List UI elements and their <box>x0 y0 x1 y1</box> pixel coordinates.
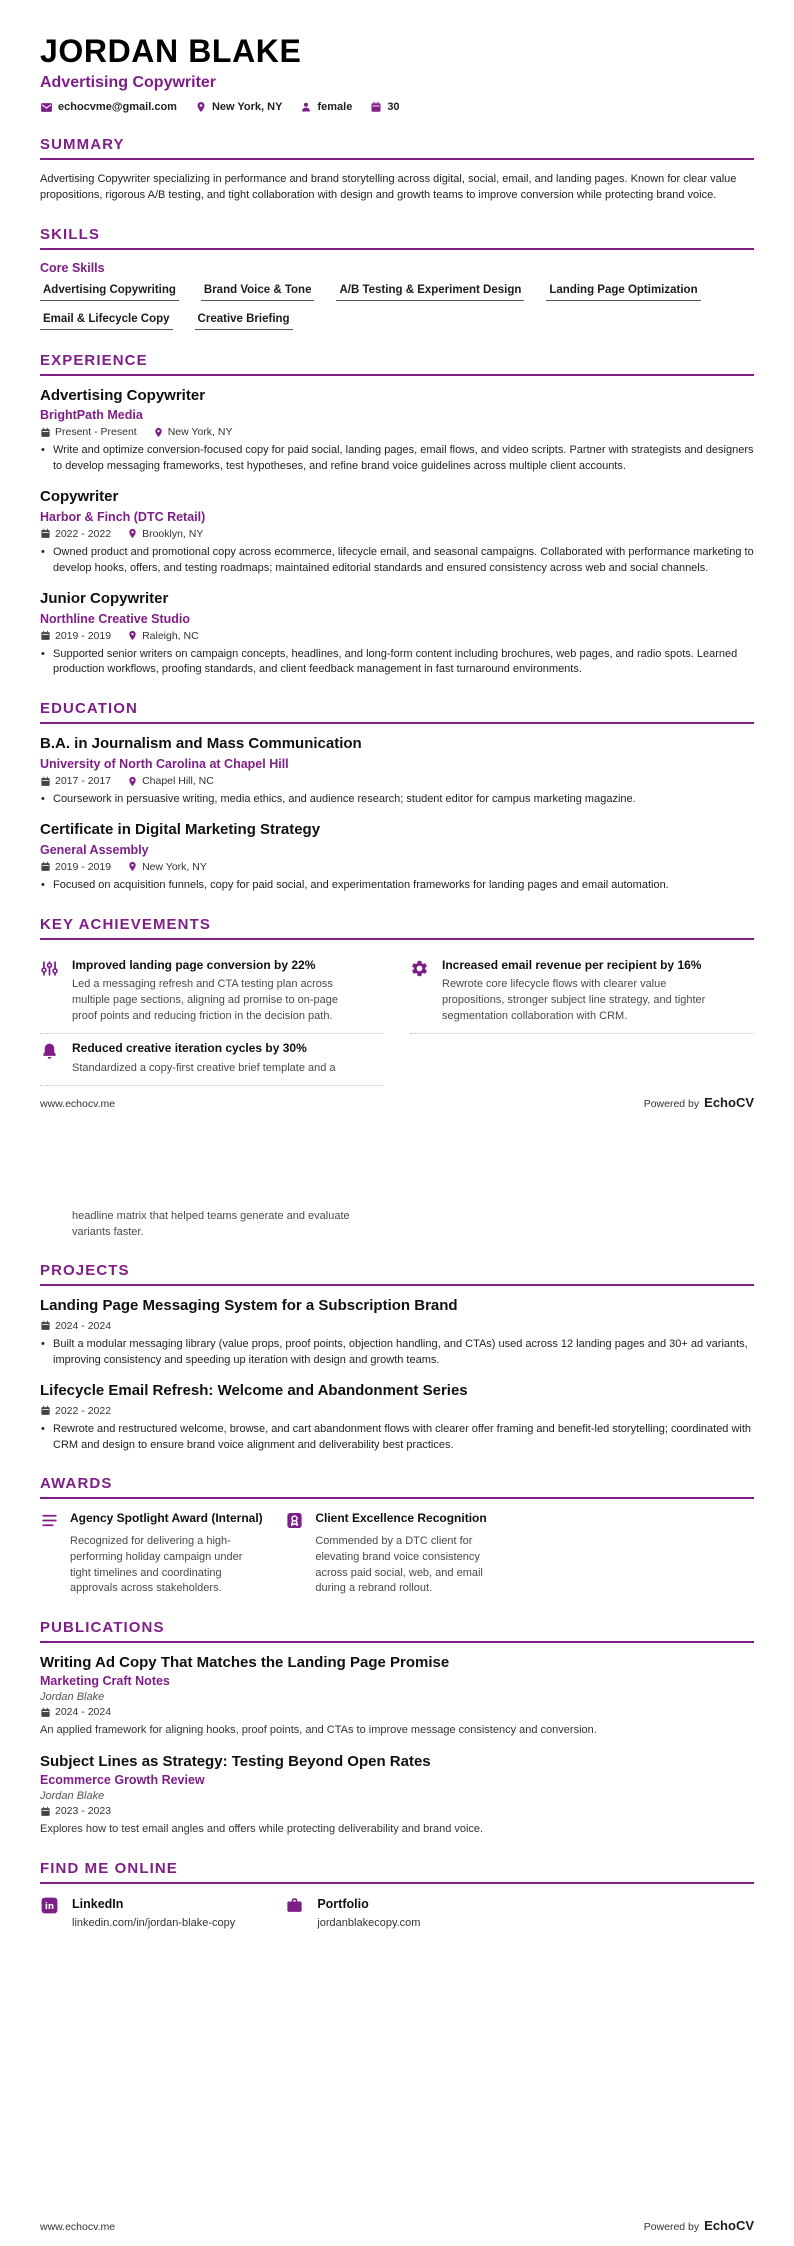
contact-age <box>370 101 399 113</box>
section-skills <box>40 226 754 330</box>
online-label: LinkedIn <box>72 1897 124 1912</box>
calendar-icon <box>40 861 51 872</box>
education-bullets <box>40 878 754 894</box>
ribbon-icon <box>285 1510 315 1530</box>
project-title: Landing Page Messaging System for a Subscription Brand <box>40 1297 458 1315</box>
contact-email[interactable] <box>40 101 177 114</box>
award-title: Client Excellence Recognition <box>315 1511 487 1526</box>
calendar-icon <box>40 630 51 641</box>
bullet: • Coursework in persuasive writing, media ethics, and audience research; student editor for campus marketing magazine. <box>40 792 754 808</box>
date-range <box>40 1405 111 1417</box>
date-range-text: 2024 - 2024 <box>55 1319 112 1332</box>
date-range <box>40 1805 111 1817</box>
job-title: Advertising Copywriter <box>40 386 206 404</box>
experience-entry <box>40 590 754 679</box>
calendar-icon <box>40 528 51 539</box>
skill-tag: Advertising Copywriting <box>40 284 179 301</box>
project-meta <box>40 1320 754 1332</box>
person-icon <box>300 101 312 113</box>
job-location <box>153 426 233 438</box>
job-location-text: New York, NY <box>167 426 233 439</box>
achievement-description: Led a messaging refresh and CTA testing plan across multiple page sections, aligning ad promise to on-page proof points and reducing friction in the decision path. <box>72 978 338 1022</box>
online-item-linkedin[interactable] <box>40 1895 263 1929</box>
publication-entry <box>40 1753 754 1838</box>
email-icon <box>40 101 53 114</box>
skill-tag: Email & Lifecycle Copy <box>40 313 173 330</box>
skill-tag: A/B Testing & Experiment Design <box>336 284 524 301</box>
svg-text:in: in <box>44 1902 55 1913</box>
publication-entry <box>40 1654 754 1739</box>
summary-heading: SUMMARY <box>40 136 754 160</box>
calendar-icon <box>40 1707 51 1718</box>
location-pin-icon <box>127 630 138 641</box>
degree-title: B.A. in Journalism and Mass Communication <box>40 735 362 753</box>
footer-powered-prefix: Powered by <box>643 1098 700 1110</box>
awards-grid <box>40 1510 754 1597</box>
job-meta <box>40 426 754 438</box>
date-range-text: 2019 - 2019 <box>55 629 112 642</box>
job-meta <box>40 528 754 540</box>
award-description: Commended by a DTC client for elevating brand voice consistency across paid social, web, and email during a rebrand rollout. <box>315 1534 483 1595</box>
date-range-text: 2024 - 2024 <box>55 1706 112 1719</box>
publication-title: Writing Ad Copy That Matches the Landing Page Promise <box>40 1654 450 1672</box>
education-location <box>127 861 207 873</box>
publication-source: Ecommerce Growth Review <box>40 1773 205 1788</box>
skill-tag: Landing Page Optimization <box>546 284 700 301</box>
achievement-description: Rewrote core lifecycle flows with clearer value propositions, stronger subject line strategy, and tighter segmentation collaboration with CRM. <box>442 978 706 1022</box>
contact-row <box>40 101 754 114</box>
education-location-text: New York, NY <box>142 860 207 873</box>
education-heading: EDUCATION <box>40 700 754 724</box>
education-entry <box>40 821 754 894</box>
find-me-online-heading: FIND ME ONLINE <box>40 1860 754 1884</box>
calendar-icon <box>40 1320 51 1331</box>
calendar-icon <box>40 1806 51 1817</box>
school-name: University of North Carolina at Chapel Hill <box>40 757 289 772</box>
job-bullets <box>40 443 754 475</box>
job-bullets <box>40 647 754 679</box>
bullet: • Owned product and promotional copy across ecommerce, lifecycle email, and seasonal campaigns. Collaborated with performance marketing to develop hooks, offers, and testing roadmaps; maintained editorial standards and ensured consistency across web and social channels. <box>40 545 754 577</box>
skills-group-label: Core Skills <box>40 260 105 275</box>
contact-location-text: New York, NY <box>211 101 283 114</box>
date-range-text: 2023 - 2023 <box>55 1805 112 1818</box>
publication-author: Jordan Blake <box>40 1691 105 1704</box>
location-pin-icon <box>127 861 138 872</box>
date-range <box>40 528 111 540</box>
award-item <box>40 1510 263 1597</box>
footer-powered-prefix: Powered by <box>643 2221 700 2233</box>
location-pin-icon <box>127 528 138 539</box>
contact-email-text: echocvme@gmail.com <box>58 101 177 114</box>
date-range-text: 2019 - 2019 <box>55 860 112 873</box>
calendar-icon <box>40 427 51 438</box>
job-title: Junior Copywriter <box>40 589 169 607</box>
skills-list <box>40 284 754 330</box>
project-entry <box>40 1297 754 1369</box>
education-meta <box>40 775 754 787</box>
job-location <box>127 528 203 540</box>
page-footer <box>40 2218 754 2233</box>
section-find-me-online <box>40 1860 754 1929</box>
location-pin-icon <box>195 101 207 113</box>
section-publications <box>40 1619 754 1838</box>
online-url[interactable]: linkedin.com/in/jordan-blake-copy <box>72 1917 236 1930</box>
footer-site-link[interactable]: www.echocv.me <box>40 1098 116 1110</box>
resume-page-2 <box>0 1123 794 2246</box>
date-range-text: 2022 - 2022 <box>55 527 112 540</box>
award-item <box>285 1510 508 1597</box>
bullet: • Supported senior writers on campaign concepts, headlines, and long-form content including brochures, web pages, and radio spots. Learned production workflows, proofing standards, and client feedback management in fast turnaround environments. <box>40 647 754 679</box>
footer-brand: EchoCV <box>704 2218 754 2233</box>
candidate-title: Advertising Copywriter <box>40 73 217 91</box>
job-meta <box>40 630 754 642</box>
experience-entry <box>40 488 754 577</box>
calendar-icon <box>40 1405 51 1416</box>
location-pin-icon <box>153 427 164 438</box>
section-summary <box>40 136 754 204</box>
award-title: Agency Spotlight Award (Internal) <box>70 1511 263 1526</box>
contact-gender-text: female <box>317 101 353 114</box>
project-entry <box>40 1382 754 1454</box>
briefcase-icon <box>285 1895 317 1915</box>
publication-title: Subject Lines as Strategy: Testing Beyond Open Rates <box>40 1753 431 1771</box>
achievement-item <box>40 1034 384 1086</box>
company-name: Harbor & Finch (DTC Retail) <box>40 509 206 524</box>
candidate-name: JORDAN BLAKE <box>40 33 302 69</box>
bullet: • Rewrote and restructured welcome, browse, and cart abandonment flows with clearer offer framing and benefit-led storytelling; coordinated with CRM and design to ensure brand voice alignment and deliverability best practices. <box>40 1422 754 1454</box>
skills-heading: SKILLS <box>40 226 754 250</box>
date-range <box>40 1706 111 1718</box>
contact-age-text: 30 <box>387 101 400 114</box>
experience-heading: EXPERIENCE <box>40 352 754 376</box>
online-item-portfolio[interactable] <box>285 1895 508 1929</box>
education-location-text: Chapel Hill, NC <box>142 775 214 788</box>
date-range-text: 2017 - 2017 <box>55 775 112 788</box>
project-bullets <box>40 1337 754 1369</box>
gear-icon <box>410 958 442 978</box>
job-location <box>127 630 199 642</box>
project-title: Lifecycle Email Refresh: Welcome and Abandonment Series <box>40 1381 468 1399</box>
date-range <box>40 775 111 787</box>
job-title: Copywriter <box>40 488 119 506</box>
publications-heading: PUBLICATIONS <box>40 1619 754 1643</box>
calendar-icon <box>40 776 51 787</box>
footer-powered[interactable] <box>644 1095 754 1110</box>
education-meta <box>40 861 754 873</box>
bullet: • Focused on acquisition funnels, copy for paid social, and experimentation frameworks for landing pages and email automation. <box>40 878 754 894</box>
awards-heading: AWARDS <box>40 1475 754 1499</box>
achievements-heading: KEY ACHIEVEMENTS <box>40 916 754 940</box>
achievement-title: Improved landing page conversion by 22% <box>72 957 316 972</box>
online-grid <box>40 1895 754 1929</box>
job-bullets <box>40 545 754 577</box>
footer-brand: EchoCV <box>704 1095 754 1110</box>
date-range <box>40 861 111 873</box>
job-location-text: Raleigh, NC <box>142 629 199 642</box>
publication-description: An applied framework for aligning hooks, proof points, and CTAs to improve message consistency and conversion. <box>40 1724 597 1737</box>
education-location <box>127 775 214 787</box>
company-name: BrightPath Media <box>40 408 143 423</box>
online-url[interactable]: jordanblakecopy.com <box>317 1917 421 1930</box>
online-label: Portfolio <box>317 1897 369 1912</box>
section-projects <box>40 1262 754 1453</box>
section-education <box>40 700 754 893</box>
skill-tag: Brand Voice & Tone <box>201 284 315 301</box>
linkedin-icon <box>40 1895 72 1915</box>
bullet: • Write and optimize conversion-focused copy for paid social, landing pages, email flows, and video scripts. Partner with strategists and designers to develop messaging frameworks, test hypotheses, and refine brand voice guidelines across multiple client accounts. <box>40 443 754 475</box>
section-experience <box>40 352 754 679</box>
bullet: • Built a modular messaging library (value props, proof points, objection handling, and CTAs) used across 12 landing pages and 30+ ad variants, improving consistency and speeding up iteration with design and growth teams. <box>40 1337 754 1369</box>
projects-heading: PROJECTS <box>40 1262 754 1286</box>
footer-site-link[interactable]: www.echocv.me <box>40 2221 116 2233</box>
date-range <box>40 426 137 438</box>
school-name: General Assembly <box>40 842 149 857</box>
degree-title: Certificate in Digital Marketing Strategy <box>40 821 321 839</box>
project-meta <box>40 1405 754 1417</box>
contact-location <box>195 101 283 113</box>
experience-entry <box>40 387 754 476</box>
publication-meta <box>40 1706 754 1718</box>
list-icon <box>40 1510 70 1530</box>
date-range-text: 2022 - 2022 <box>55 1404 112 1417</box>
achievement-title: Reduced creative iteration cycles by 30% <box>72 1041 307 1056</box>
award-description: Recognized for delivering a high-performing holiday campaign under tight timelines and coordinating approvals across stakeholders. <box>70 1534 243 1595</box>
publication-author: Jordan Blake <box>40 1790 105 1803</box>
achievement-item <box>410 951 754 1034</box>
achievement-description-continuation: headline matrix that helped teams generate and evaluate variants faster. <box>72 1210 350 1238</box>
contact-gender <box>300 101 352 113</box>
publication-meta <box>40 1805 754 1817</box>
section-awards <box>40 1475 754 1597</box>
bell-icon <box>40 1041 72 1061</box>
footer-powered[interactable] <box>644 2218 754 2233</box>
achievement-description: Standardized a copy-first creative brief template and a <box>72 1061 336 1074</box>
job-location-text: Brooklyn, NY <box>142 527 204 540</box>
achievement-title: Increased email revenue per recipient by 16% <box>442 957 702 972</box>
education-entry <box>40 735 754 808</box>
publication-description: Explores how to test email angles and offers while protecting deliverability and brand voice. <box>40 1823 484 1836</box>
company-name: Northline Creative Studio <box>40 611 191 626</box>
skill-tag: Creative Briefing <box>195 313 293 330</box>
resume-header <box>40 34 754 114</box>
section-achievements <box>40 916 754 1087</box>
achievements-grid <box>40 951 754 1087</box>
project-bullets <box>40 1422 754 1454</box>
sliders-icon <box>40 958 72 978</box>
calendar-icon <box>370 101 382 113</box>
page-footer <box>40 1095 754 1110</box>
achievement-item <box>40 951 384 1034</box>
education-bullets <box>40 792 754 808</box>
date-range <box>40 1320 111 1332</box>
summary-text: Advertising Copywriter specializing in performance and brand storytelling across digital, social, email, and landing pages. Known for clear value propositions, rigorous A/B testing, and tight collaboration with design and growth teams to improve conversion while protecting brand voice. <box>40 172 737 202</box>
location-pin-icon <box>127 776 138 787</box>
date-range <box>40 630 111 642</box>
date-range-text: Present - Present <box>55 426 137 439</box>
publication-source: Marketing Craft Notes <box>40 1674 170 1689</box>
